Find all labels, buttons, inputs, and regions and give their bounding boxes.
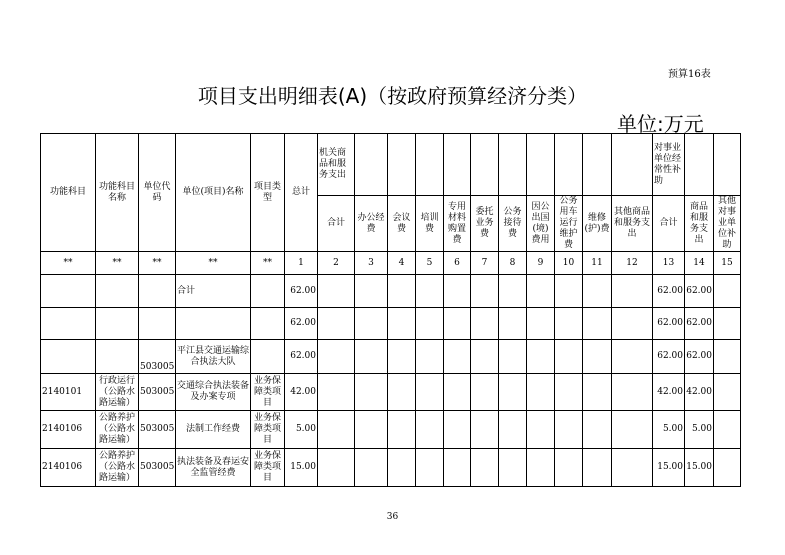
unit-code-cell: 503005 xyxy=(139,340,176,374)
index-cell: 3 xyxy=(355,252,388,275)
header-meeting: 会议费 xyxy=(388,196,416,252)
index-cell: ** xyxy=(139,252,176,275)
unit-code-cell: 503005 xyxy=(139,411,176,449)
func-code-cell: 2140101 xyxy=(41,374,96,411)
index-cell: 8 xyxy=(499,252,527,275)
table-tag: 预算16表 xyxy=(668,69,711,80)
subsidy-goods-cell: 62.00 xyxy=(685,275,714,308)
func-name-cell xyxy=(96,340,139,374)
subsidy-goods-cell: 5.00 xyxy=(685,411,714,449)
index-cell: ** xyxy=(176,252,251,275)
subsidy-total-cell: 62.00 xyxy=(653,275,685,308)
unit-label: 单位:万元 xyxy=(617,112,704,136)
header-office: 办公经费 xyxy=(355,196,388,252)
table-row xyxy=(41,374,741,411)
unit-name-cell: 执法装备及春运安全监管经费 xyxy=(176,449,251,487)
func-code-cell xyxy=(41,308,96,340)
total-cell: 62.00 xyxy=(285,275,318,308)
header-func-name: 功能科目名称 xyxy=(96,134,139,252)
table-row xyxy=(41,340,741,374)
index-cell: 15 xyxy=(714,252,741,275)
func-name-cell: 公路养护（公路水路运输） xyxy=(96,411,139,449)
table-row xyxy=(41,449,741,487)
total-cell: 15.00 xyxy=(285,449,318,487)
subsidy-goods-cell: 62.00 xyxy=(685,308,714,340)
header-abroad: 因公出国(境)费用 xyxy=(527,196,555,252)
index-cell: ** xyxy=(96,252,139,275)
header-group-subsidy: 对事业单位经常性补助 xyxy=(653,134,685,196)
header-sub-total: 合计 xyxy=(653,196,685,252)
header-other-goods: 其他商品和服务支出 xyxy=(612,196,653,252)
unit-name-cell: 合计 xyxy=(176,275,251,308)
unit-code-cell: 503005 xyxy=(139,374,176,411)
subsidy-total-cell: 42.00 xyxy=(653,374,685,411)
index-cell: 10 xyxy=(555,252,583,275)
unit-name-cell xyxy=(176,308,251,340)
header-total: 总计 xyxy=(285,134,318,252)
header-proj-type: 项目类型 xyxy=(251,134,285,252)
index-cell: 6 xyxy=(444,252,471,275)
total-cell: 62.00 xyxy=(285,340,318,374)
header-training: 培训费 xyxy=(416,196,444,252)
index-cell: 14 xyxy=(685,252,714,275)
header-vehicle: 公务用车运行维护费 xyxy=(555,196,583,252)
subsidy-total-cell: 62.00 xyxy=(653,340,685,374)
subsidy-goods-cell: 42.00 xyxy=(685,374,714,411)
total-cell: 5.00 xyxy=(285,411,318,449)
func-code-cell: 2140106 xyxy=(41,449,96,487)
index-cell: 4 xyxy=(388,252,416,275)
total-cell: 42.00 xyxy=(285,374,318,411)
page-title: 项目支出明细表(A)（按政府预算经济分类） xyxy=(197,84,588,108)
index-cell: ** xyxy=(251,252,285,275)
subsidy-total-cell: 15.00 xyxy=(653,449,685,487)
proj-type-cell: 业务保障类项目 xyxy=(251,374,285,411)
subsidy-goods-cell: 62.00 xyxy=(685,340,714,374)
header-reception: 公务接待费 xyxy=(499,196,527,252)
table-row xyxy=(41,275,741,308)
subsidy-goods-cell: 15.00 xyxy=(685,449,714,487)
header-entrust: 委托业务费 xyxy=(471,196,499,252)
unit-code-cell xyxy=(139,308,176,340)
index-cell: ** xyxy=(41,252,96,275)
subsidy-total-cell: 5.00 xyxy=(653,411,685,449)
table-row xyxy=(41,411,741,449)
proj-type-cell xyxy=(251,275,285,308)
proj-type-cell: 业务保障类项目 xyxy=(251,411,285,449)
index-cell: 9 xyxy=(527,252,555,275)
subsidy-total-cell: 62.00 xyxy=(653,308,685,340)
page-number: 36 xyxy=(386,512,399,522)
unit-name-cell: 交通综合执法装备及办案专项 xyxy=(176,374,251,411)
func-code-cell xyxy=(41,275,96,308)
header-unit-code: 单位代码 xyxy=(139,134,176,252)
expenditure-table xyxy=(40,133,741,487)
index-cell: 12 xyxy=(612,252,653,275)
func-name-cell: 公路养护（公路水路运输） xyxy=(96,449,139,487)
index-cell: 13 xyxy=(653,252,685,275)
header-sub-other: 其他对事业单位补助 xyxy=(714,196,741,252)
index-cell: 5 xyxy=(416,252,444,275)
header-unit-name: 单位(项目)名称 xyxy=(176,134,251,252)
header-subtotal: 合计 xyxy=(318,196,355,252)
func-code-cell: 2140106 xyxy=(41,411,96,449)
table-row xyxy=(41,308,741,340)
unit-code-cell: 503005 xyxy=(139,449,176,487)
header-repair: 维修(护)费 xyxy=(583,196,612,252)
proj-type-cell xyxy=(251,340,285,374)
proj-type-cell xyxy=(251,308,285,340)
index-row xyxy=(41,252,741,275)
index-cell: 7 xyxy=(471,252,499,275)
func-name-cell xyxy=(96,308,139,340)
index-cell: 2 xyxy=(318,252,355,275)
func-code-cell xyxy=(41,340,96,374)
index-cell: 1 xyxy=(285,252,318,275)
unit-code-cell xyxy=(139,275,176,308)
func-name-cell: 行政运行（公路水路运输） xyxy=(96,374,139,411)
header-sub-goods: 商品和服务支出 xyxy=(685,196,714,252)
total-cell: 62.00 xyxy=(285,308,318,340)
unit-name-cell: 平江县交通运输综合执法大队 xyxy=(176,340,251,374)
header-func-code: 功能科目 xyxy=(41,134,96,252)
proj-type-cell: 业务保障类项目 xyxy=(251,449,285,487)
index-cell: 11 xyxy=(583,252,612,275)
unit-name-cell: 法制工作经费 xyxy=(176,411,251,449)
header-materials: 专用材料购置费 xyxy=(444,196,471,252)
header-group-goods: 机关商品和服务支出 xyxy=(318,134,355,196)
func-name-cell xyxy=(96,275,139,308)
